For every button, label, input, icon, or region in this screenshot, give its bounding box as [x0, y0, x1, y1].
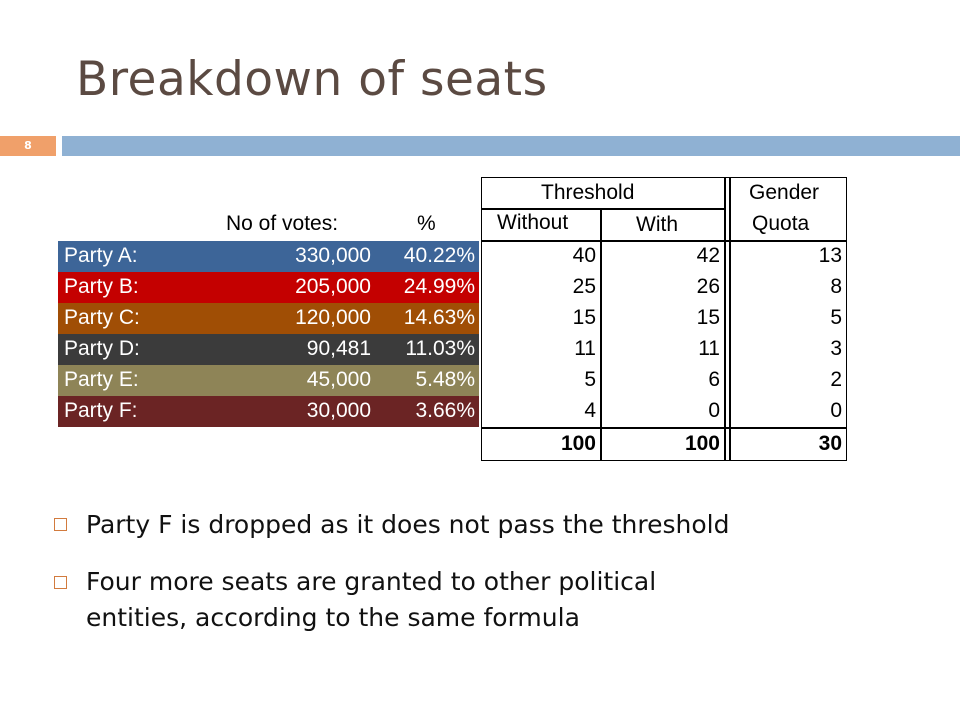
party-percent: 11.03% — [405, 337, 475, 360]
seats-quota: 13 — [818, 244, 842, 267]
divider-line — [481, 208, 725, 210]
party-row — [58, 396, 479, 427]
slide-number: 8 — [0, 136, 56, 156]
party-row — [58, 303, 479, 334]
seats-quota: 3 — [830, 337, 842, 360]
party-votes: 120,000 — [295, 306, 371, 329]
divider-line — [724, 177, 726, 461]
party-row — [58, 334, 479, 365]
seats-with: 6 — [708, 368, 720, 391]
header-without: Without — [497, 211, 569, 234]
party-name: Party B: — [64, 275, 139, 298]
seats-quota: 5 — [830, 306, 842, 329]
party-percent: 24.99% — [403, 275, 475, 298]
seats-without: 11 — [574, 337, 596, 360]
header-bar — [62, 136, 960, 156]
seats-quota: 2 — [830, 368, 842, 391]
header-with: With — [636, 213, 678, 236]
seats-with: 15 — [696, 306, 720, 329]
bullet-line: Four more seats are granted to other political — [86, 567, 657, 596]
party-votes: 205,000 — [295, 275, 371, 298]
party-percent: 3.66% — [415, 399, 475, 422]
header-no-of-votes: No of votes: — [226, 212, 339, 235]
party-name: Party E: — [64, 368, 139, 391]
header-percent: % — [417, 212, 436, 235]
total-quota: 30 — [818, 432, 842, 455]
header-threshold: Threshold — [541, 181, 635, 204]
bullet-marker — [54, 518, 67, 531]
party-votes: 45,000 — [306, 368, 371, 391]
slide-title: Breakdown of seats — [76, 52, 548, 107]
seats-without: 15 — [572, 306, 596, 329]
party-percent: 40.22% — [403, 244, 475, 267]
party-name: Party F: — [64, 399, 138, 422]
header-gender: Gender — [749, 181, 820, 204]
bullet-line: entities, according to the same formula — [86, 603, 580, 632]
party-name: Party A: — [64, 244, 138, 267]
party-percent: 5.48% — [415, 368, 475, 391]
seats-with: 26 — [696, 275, 720, 298]
header-quota: Quota — [752, 212, 810, 235]
party-votes: 330,000 — [295, 244, 371, 267]
total-with: 100 — [684, 432, 720, 455]
party-percent: 14.63% — [403, 306, 475, 329]
bullet-line: Party F is dropped as it does not pass the threshold — [86, 510, 730, 539]
seats-without: 5 — [584, 368, 596, 391]
divider-line — [481, 240, 847, 242]
party-name: Party D: — [64, 337, 140, 360]
seats-quota: 8 — [830, 275, 842, 298]
seats-with: 42 — [696, 244, 720, 267]
divider-line — [600, 208, 602, 461]
seats-without: 40 — [572, 244, 596, 267]
bullet-text — [86, 507, 729, 543]
party-name: Party C: — [64, 306, 140, 329]
party-row — [58, 241, 479, 272]
party-votes: 30,000 — [306, 399, 371, 422]
seats-quota: 0 — [830, 399, 842, 422]
divider-line — [729, 177, 731, 461]
bullet-text — [86, 564, 656, 636]
seats-with: 0 — [708, 399, 720, 422]
total-without: 100 — [560, 432, 596, 455]
bullet-marker — [54, 576, 67, 589]
seats-without: 25 — [572, 275, 596, 298]
party-row — [58, 365, 479, 396]
divider-line — [481, 427, 847, 429]
seats-without: 4 — [584, 399, 596, 422]
seats-with: 11 — [698, 337, 720, 360]
party-votes: 90,481 — [306, 337, 371, 360]
party-row — [58, 272, 479, 303]
